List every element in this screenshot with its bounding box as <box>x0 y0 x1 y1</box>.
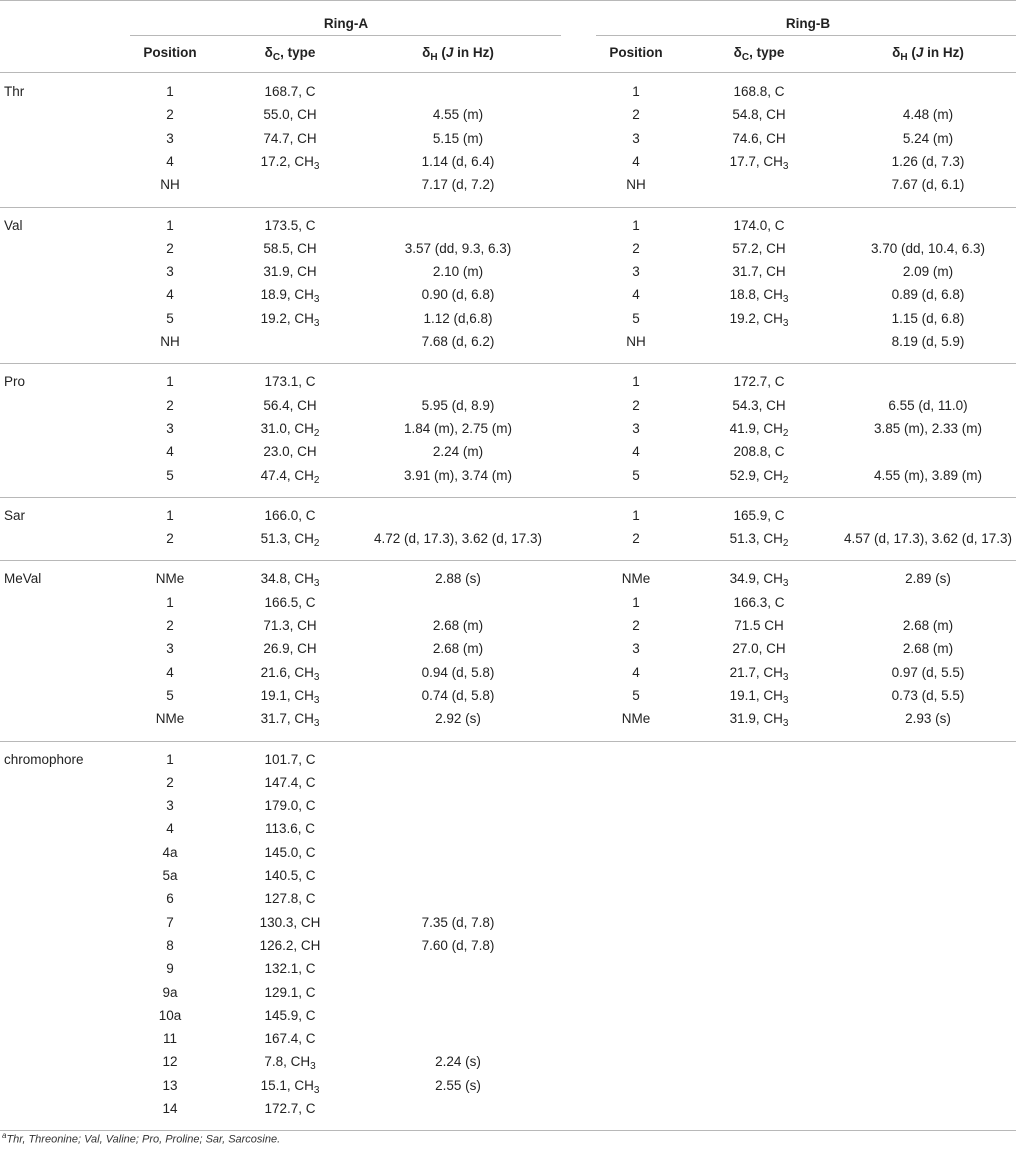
table-cell-cb: 31.7, CH <box>732 264 786 280</box>
table-cell-pa: 9a <box>162 984 178 1000</box>
table-cell-cb: 52.9, $CH_2$ <box>729 467 789 486</box>
table-cell-ca: 173.5, C <box>264 217 316 233</box>
table-cell-pa: 3 <box>166 420 174 436</box>
table-cell-ha: 4.72 (d, 17.3), 3.62 (d, 17.3) <box>373 531 543 547</box>
table-cell-pa: 2 <box>166 618 174 633</box>
table-cell-hb: 2.93 (s) <box>905 711 951 727</box>
table-cell-ca: 147.4, C <box>264 774 316 790</box>
table-cell-ca: 7.8, $CH_3$ <box>264 1054 316 1073</box>
table-cell-pb: NMe <box>621 571 651 587</box>
table-cell-cb: 172.7, C <box>733 374 785 390</box>
table-cell-ca: 18.9, $CH_3$ <box>260 287 320 306</box>
table-cell-pb: 2 <box>632 240 640 256</box>
table-cell-hb: 6.55 (d, 11.0) <box>888 397 968 413</box>
table-cell-pa: 12 <box>162 1054 178 1070</box>
table-cell-pa: 2 <box>166 240 174 256</box>
table-cell-pa: 4 <box>166 821 174 837</box>
table-cell-hb: 0.73 (d, 5.5) <box>891 687 965 703</box>
table-cell-ha: 3.91 (m), 3.74 (m) <box>403 467 513 483</box>
table-cell-ha: 2.55 (s) <box>435 1077 481 1093</box>
table-cell-ca: 15.1, $CH_3$ <box>260 1077 320 1096</box>
table-cell-pb: NH <box>626 334 646 349</box>
table-cell-ha: 0.90 (d, 6.8) <box>421 287 495 303</box>
table-cell-ca: 126.2, CH <box>259 937 321 953</box>
table-cell-ha: 2.92 (s) <box>435 711 481 727</box>
table-cell-ha: 2.24 (m) <box>432 444 484 460</box>
table-cell-ha: 4.55 (m) <box>432 107 484 123</box>
table-cell-pa: 2 <box>166 531 174 547</box>
table-cell-pb: 4 <box>632 153 640 169</box>
table-cell-cb: 174.0, C <box>733 217 785 233</box>
table-cell-ca: 129.1, C <box>264 984 316 1000</box>
table-cell-cb: 27.0, CH <box>732 641 786 657</box>
table-cell-pa: NH <box>160 334 180 349</box>
table-cell-pa: 4a <box>162 844 178 860</box>
table-cell-cb: 18.8, $CH_3$ <box>729 287 789 306</box>
group-divider <box>0 560 1016 561</box>
table-cell-pa: NMe <box>155 711 185 727</box>
table-cell-pa: 4 <box>166 444 174 460</box>
table-cell-hb: 2.68 (m) <box>902 618 954 633</box>
group-name: Sar <box>4 507 26 523</box>
group-name: Pro <box>4 374 26 390</box>
table-cell-cb: 34.9, $CH_3$ <box>729 571 789 590</box>
table-cell-ca: 173.1, C <box>264 374 316 390</box>
table-cell-ca: 26.9, CH <box>263 641 317 657</box>
table-cell-ca: 113.6, C <box>264 821 316 837</box>
table-cell-ha: 7.68 (d, 6.2) <box>421 334 495 349</box>
table-cell-pb: 1 <box>632 374 640 390</box>
table-cell-ca: 31.7, $CH_3$ <box>260 711 320 730</box>
table-cell-pa: 7 <box>166 914 174 930</box>
table-cell-pa: 2 <box>166 774 174 790</box>
table-cell-ca: 166.5, C <box>264 594 316 610</box>
table-cell-ha: 2.68 (m) <box>432 641 484 657</box>
table-cell-ha: 5.15 (m) <box>432 130 484 146</box>
table-cell-ca: 21.6, $CH_3$ <box>260 664 320 683</box>
table-cell-pb: 3 <box>632 130 640 146</box>
table-cell-hb: 4.55 (m), 3.89 (m) <box>873 467 983 483</box>
ring-b-underline <box>596 35 1016 36</box>
group-divider <box>0 741 1016 742</box>
table-cell-ca: 172.7, C <box>264 1101 316 1116</box>
table-cell-ha: 1.84 (m), 2.75 (m) <box>403 420 513 436</box>
table-cell-pa: 1 <box>166 217 174 233</box>
table-cell-ca: 19.2, $CH_3$ <box>260 310 320 329</box>
table-cell-ha: 7.17 (d, 7.2) <box>421 177 495 193</box>
group-divider <box>0 497 1016 498</box>
table-cell-pb: NMe <box>621 711 651 727</box>
table-cell-pa: 5 <box>166 310 174 326</box>
table-cell-pb: 5 <box>632 687 640 703</box>
table-cell-ha: 7.60 (d, 7.8) <box>421 937 495 953</box>
group-divider <box>0 207 1016 208</box>
carbon-shift-header-b: $\delta_C$, type <box>733 45 785 63</box>
table-cell-pa: 11 <box>162 1031 178 1047</box>
table-cell-pa: NMe <box>155 571 185 587</box>
table-cell-cb: 41.9, $CH_2$ <box>729 420 789 439</box>
table-cell-ca: 55.0, CH <box>263 107 317 123</box>
position-header-a: Position <box>143 45 197 60</box>
table-cell-pa: 1 <box>166 594 174 610</box>
table-cell-ha: 1.12 (d,6.8) <box>423 310 493 326</box>
table-cell-ca: 51.3, $CH_2$ <box>260 531 320 550</box>
table-cell-ca: 23.0, CH <box>263 444 317 460</box>
table-cell-ha: 3.57 (dd, 9.3, 6.3) <box>404 240 512 256</box>
table-cell-ha: 2.24 (s) <box>435 1054 481 1070</box>
table-cell-hb: 3.85 (m), 2.33 (m) <box>873 420 983 436</box>
table-cell-ca: 74.7, CH <box>263 130 317 146</box>
table-cell-cb: 54.3, CH <box>732 397 786 413</box>
table-cell-ca: 47.4, $CH_2$ <box>260 467 320 486</box>
table-cell-hb: 8.19 (d, 5.9) <box>891 334 965 349</box>
table-cell-ca: 31.9, CH <box>263 264 317 280</box>
table-cell-hb: 2.89 (s) <box>905 571 951 587</box>
table-cell-ca: 31.0, $CH_2$ <box>260 420 320 439</box>
table-cell-hb: 0.97 (d, 5.5) <box>891 664 965 680</box>
table-cell-pa: 1 <box>166 84 174 99</box>
group-name: chromophore <box>4 751 84 767</box>
table-cell-pa: 3 <box>166 641 174 657</box>
table-cell-ca: 145.9, C <box>264 1007 316 1023</box>
table-cell-pa: 2 <box>166 107 174 123</box>
table-cell-pb: 3 <box>632 420 640 436</box>
table-cell-ca: 132.1, C <box>264 961 316 977</box>
table-cell-ha: 5.95 (d, 8.9) <box>421 397 495 413</box>
table-cell-pb: 3 <box>632 264 640 280</box>
table-cell-hb: 1.15 (d, 6.8) <box>891 310 965 326</box>
table-cell-pa: 1 <box>166 751 174 767</box>
table-cell-hb: 3.70 (dd, 10.4, 6.3) <box>870 240 986 256</box>
table-top-rule <box>0 0 1016 1</box>
table-cell-pb: 1 <box>632 594 640 610</box>
table-cell-pa: 5a <box>162 868 178 883</box>
table-cell-pb: 1 <box>632 507 640 523</box>
table-cell-pb: NH <box>626 177 646 193</box>
table-cell-cb: 74.6, CH <box>732 130 786 146</box>
table-cell-pa: 14 <box>162 1101 178 1116</box>
table-cell-cb: 71.5 CH <box>734 618 784 633</box>
table-cell-ca: 140.5, C <box>264 868 316 883</box>
group-name: Thr <box>4 84 25 99</box>
carbon-shift-header-a: $\delta_C$, type <box>264 45 316 63</box>
table-cell-hb: 2.68 (m) <box>902 641 954 657</box>
table-cell-cb: 208.8, C <box>733 444 785 460</box>
table-cell-cb: 166.3, C <box>733 594 785 610</box>
table-cell-ha: 2.88 (s) <box>435 571 481 587</box>
table-cell-pa: NH <box>160 177 180 193</box>
table-cell-cb: 51.3, $CH_2$ <box>729 531 789 550</box>
table-cell-cb: 19.1, $CH_3$ <box>729 687 789 706</box>
group-name: Val <box>4 217 23 233</box>
table-cell-ca: 71.3, CH <box>263 618 317 633</box>
table-cell-ca: 19.1, $CH_3$ <box>260 687 320 706</box>
table-cell-pb: 2 <box>632 107 640 123</box>
table-cell-ha: 2.68 (m) <box>432 618 484 633</box>
table-cell-cb: 57.2, CH <box>732 240 786 256</box>
table-cell-pa: 4 <box>166 664 174 680</box>
table-cell-cb: 17.7, $CH_3$ <box>729 153 789 172</box>
table-cell-hb: 7.67 (d, 6.1) <box>891 177 965 193</box>
group-divider <box>0 363 1016 364</box>
table-cell-ha: 7.35 (d, 7.8) <box>421 914 495 930</box>
table-cell-pa: 10a <box>158 1007 182 1023</box>
table-cell-ca: 167.4, C <box>264 1031 316 1047</box>
table-cell-pa: 5 <box>166 467 174 483</box>
table-cell-pa: 9 <box>166 961 174 977</box>
table-cell-pa: 8 <box>166 937 174 953</box>
table-cell-hb: 0.89 (d, 6.8) <box>891 287 965 303</box>
table-cell-pb: 4 <box>632 287 640 303</box>
table-cell-pb: 3 <box>632 641 640 657</box>
table-cell-hb: 2.09 (m) <box>902 264 954 280</box>
ring-a-header: Ring-A <box>323 16 369 31</box>
header-bottom-rule <box>0 72 1016 73</box>
table-cell-pa: 6 <box>166 891 174 907</box>
table-cell-ha: 0.74 (d, 5.8) <box>421 687 495 703</box>
table-cell-ca: 34.8, $CH_3$ <box>260 571 320 590</box>
table-cell-pb: 2 <box>632 531 640 547</box>
table-cell-hb: 4.57 (d, 17.3), 3.62 (d, 17.3) <box>843 531 1013 547</box>
table-cell-hb: 4.48 (m) <box>902 107 954 123</box>
table-cell-cb: 31.9, $CH_3$ <box>729 711 789 730</box>
table-cell-hb: 1.26 (d, 7.3) <box>891 153 965 169</box>
table-cell-pb: 1 <box>632 217 640 233</box>
table-cell-ca: 101.7, C <box>264 751 316 767</box>
table-cell-cb: 54.8, CH <box>732 107 786 123</box>
table-cell-ca: 127.8, C <box>264 891 316 907</box>
table-cell-pa: 1 <box>166 507 174 523</box>
table-cell-pa: 4 <box>166 287 174 303</box>
table-cell-pa: 3 <box>166 264 174 280</box>
table-cell-pa: 2 <box>166 397 174 413</box>
table-cell-ha: 2.10 (m) <box>432 264 484 280</box>
table-cell-cb: 165.9, C <box>733 507 785 523</box>
table-cell-pa: 5 <box>166 687 174 703</box>
group-name: MeVal <box>4 571 42 587</box>
table-cell-cb: 168.8, C <box>733 84 785 99</box>
table-cell-ha: 1.14 (d, 6.4) <box>421 153 495 169</box>
table-cell-pb: 2 <box>632 397 640 413</box>
table-cell-ca: 168.7, C <box>264 84 316 99</box>
table-cell-pa: 3 <box>166 130 174 146</box>
table-cell-pa: 13 <box>162 1077 178 1093</box>
table-cell-pb: 2 <box>632 618 640 633</box>
position-header-b: Position <box>609 45 663 60</box>
table-cell-pa: 4 <box>166 153 174 169</box>
proton-shift-header-a: $\delta_H$ (J in Hz) <box>422 45 494 63</box>
table-cell-ca: 179.0, C <box>264 798 316 814</box>
table-cell-ca: 145.0, C <box>264 844 316 860</box>
table-cell-cb: 21.7, $CH_3$ <box>729 664 789 683</box>
table-cell-pa: 1 <box>166 374 174 390</box>
table-cell-pb: 1 <box>632 84 640 99</box>
table-cell-pb: 5 <box>632 310 640 326</box>
table-footnote: $^a$Thr, Threonine; Val, Valine; Pro, Proline; Sar, Sarcosine. <box>2 1131 281 1146</box>
ring-a-underline <box>130 35 561 36</box>
table-cell-cb: 19.2, $CH_3$ <box>729 310 789 329</box>
table-cell-pb: 5 <box>632 467 640 483</box>
table-cell-ca: 58.5, CH <box>263 240 317 256</box>
table-cell-pb: 4 <box>632 444 640 460</box>
table-cell-ha: 0.94 (d, 5.8) <box>421 664 495 680</box>
table-cell-pa: 3 <box>166 798 174 814</box>
table-cell-hb: 5.24 (m) <box>902 130 954 146</box>
table-cell-ca: 56.4, CH <box>263 397 317 413</box>
table-cell-ca: 166.0, C <box>264 507 316 523</box>
proton-shift-header-b: $\delta_H$ (J in Hz) <box>892 45 964 63</box>
table-cell-pb: 4 <box>632 664 640 680</box>
table-cell-ca: 17.2, $CH_3$ <box>260 153 320 172</box>
table-cell-ca: 130.3, CH <box>259 914 321 930</box>
ring-b-header: Ring-B <box>785 16 831 31</box>
